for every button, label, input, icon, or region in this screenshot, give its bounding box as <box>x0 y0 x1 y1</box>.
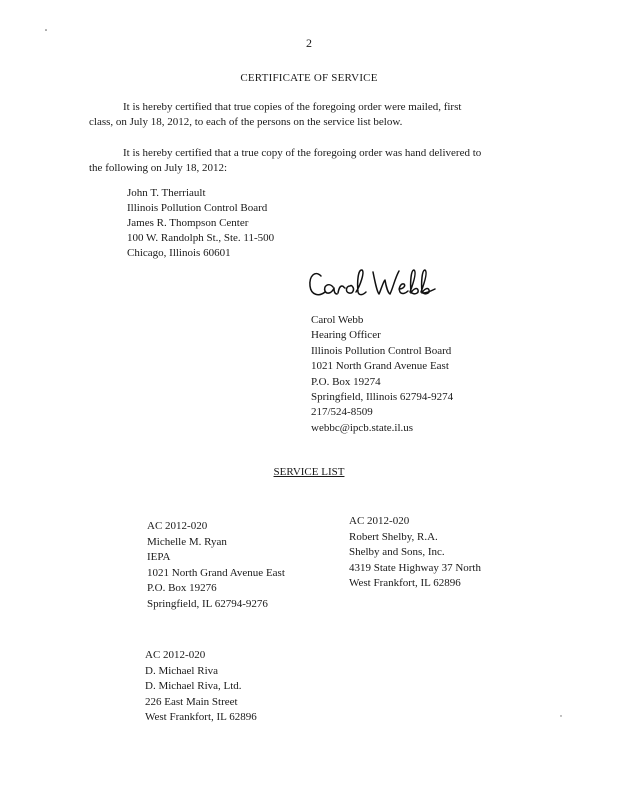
officer-title: Hearing Officer <box>311 329 381 342</box>
service-list-entry-riva <box>145 648 257 726</box>
officer-po-box: P.O. Box 19274 <box>311 375 381 388</box>
address-line: Chicago, Illinois 60601 <box>127 247 231 259</box>
handwritten-signature <box>307 262 447 308</box>
officer-city: Springfield, Illinois 62794-9274 <box>311 391 454 404</box>
service-entry-line: AC 2012-020 <box>147 520 208 532</box>
service-entry-line: 1021 North Grand Avenue East <box>147 566 285 579</box>
service-entry-line: Robert Shelby, R.A. <box>349 530 438 543</box>
hearing-officer-block <box>311 313 453 436</box>
address-line: 100 W. Randolph St., Ste. 11-500 <box>127 232 275 244</box>
officer-name: Carol Webb <box>311 314 364 326</box>
address-line: Illinois Pollution Control Board <box>127 202 268 214</box>
address-line: James R. Thompson Center <box>127 217 249 229</box>
service-list-entry-shelby <box>349 514 481 592</box>
officer-email: webbc@ipcb.state.il.us <box>311 421 414 434</box>
service-entry-line: D. Michael Riva <box>145 664 219 677</box>
service-entry-line: P.O. Box 19276 <box>147 582 217 594</box>
certificate-title: CERTIFICATE OF SERVICE <box>240 72 378 84</box>
service-entry-line: AC 2012-020 <box>349 515 410 527</box>
service-entry-line: 226 East Main Street <box>145 695 238 708</box>
hand-delivery-line-1: It is hereby certified that a true copy of the foregoing order was hand delivered to <box>123 147 482 159</box>
hand-delivery-line-2: the following on July 18, 2012: <box>89 162 228 174</box>
service-entry-line: West Frankfort, IL 62896 <box>145 711 257 723</box>
service-entry-line: 4319 State Highway 37 North <box>349 561 481 574</box>
service-entry-line: Michelle M. Ryan <box>147 535 227 548</box>
service-entry-line: IEPA <box>147 551 171 563</box>
page-number: 2 <box>306 36 312 50</box>
service-entry-line: D. Michael Riva, Ltd. <box>145 680 242 692</box>
hand-delivery-paragraph <box>89 146 534 176</box>
service-entry-line: Shelby and Sons, Inc. <box>349 546 445 558</box>
hand-delivery-address <box>127 186 274 261</box>
service-list-entry-ryan <box>147 519 285 612</box>
mailing-certification-paragraph <box>89 100 534 130</box>
address-line: John T. Therriault <box>127 187 206 199</box>
mailing-line-2: class, on July 18, 2012, to each of the persons on the service list below. <box>89 116 403 128</box>
officer-agency: Illinois Pollution Control Board <box>311 344 452 357</box>
service-entry-line: Springfield, IL 62794-9276 <box>147 597 268 610</box>
service-entry-line: West Frankfort, IL 62896 <box>349 577 461 589</box>
service-entry-line: AC 2012-020 <box>145 649 206 661</box>
officer-phone: 217/524-8509 <box>311 406 373 419</box>
mailing-line-1: It is hereby certified that true copies of the foregoing order were mailed, first <box>123 101 462 113</box>
officer-street: 1021 North Grand Avenue East <box>311 360 449 373</box>
service-list-title: SERVICE LIST <box>273 466 345 478</box>
